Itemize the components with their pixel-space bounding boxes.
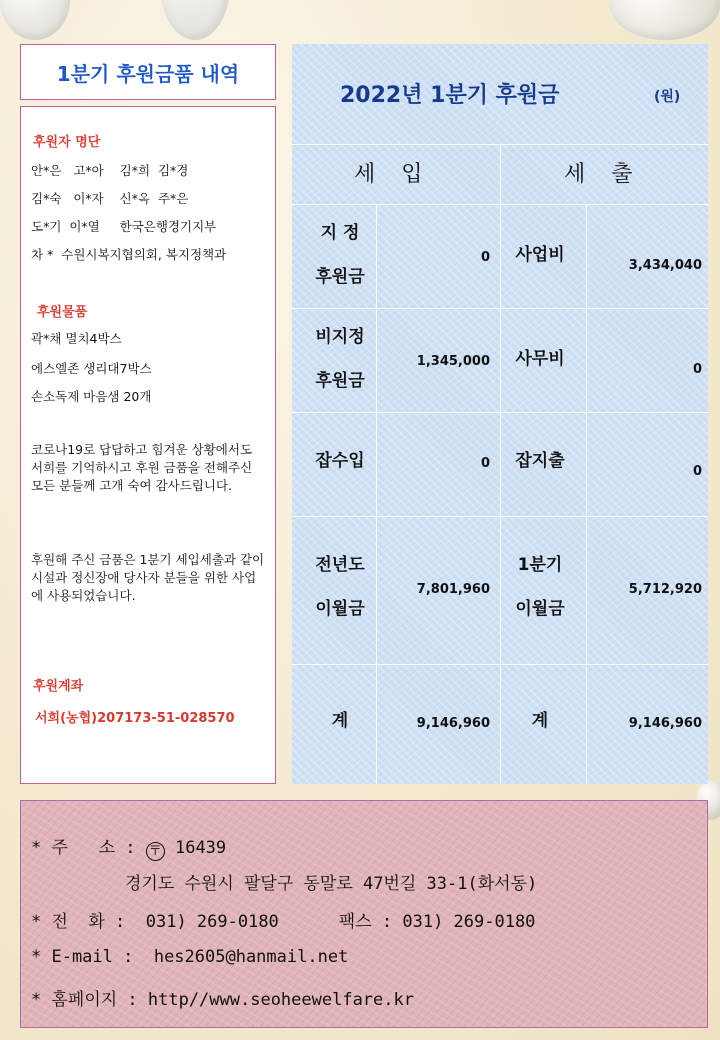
expense-header: 세출	[564, 162, 659, 187]
fax-number: 031) 269-0180	[402, 912, 536, 932]
income-label: 이월금	[315, 599, 365, 619]
income-value: 0	[480, 250, 490, 265]
contact-info-box	[20, 800, 708, 1028]
income-value: 0	[480, 456, 490, 471]
income-label: 전년도	[315, 555, 365, 575]
donation-list-title: 1분기 후원금품 내역	[20, 44, 276, 100]
homepage-label: * 홈페이지 :	[31, 990, 148, 1010]
account-heading: 후원계좌	[33, 679, 84, 694]
expense-label: 1분기	[517, 555, 563, 575]
phone-row	[31, 907, 535, 932]
donor-list-heading: 후원자 명단	[33, 135, 101, 150]
expense-label: 사무비	[515, 349, 565, 369]
table-title-area	[292, 44, 708, 144]
decorative-bubble	[160, 0, 230, 40]
homepage-row	[31, 985, 414, 1010]
income-header: 세입	[354, 162, 449, 187]
income-total-label: 계	[331, 711, 349, 731]
donor-line: 도*기 이*열 한국은행경기지부	[31, 219, 217, 234]
goods-line: 곽*채 멸치4박스	[31, 331, 122, 346]
fax-label: 팩스 :	[338, 912, 403, 932]
decorative-bubble	[610, 0, 720, 40]
donor-line: 안*은 고*아 김*희 김*경	[31, 163, 189, 178]
expense-value: 0	[692, 464, 702, 479]
address-row	[31, 833, 226, 861]
postal-mark-icon: 〒	[146, 842, 165, 861]
income-label: 잡수입	[315, 451, 365, 471]
phone-label: * 전 화 :	[31, 912, 146, 932]
decorative-bubble	[0, 0, 70, 40]
grid-line	[586, 204, 587, 784]
homepage-link[interactable]: http//www.seoheewelfare.kr	[147, 990, 414, 1010]
email-row	[31, 947, 348, 967]
postal-code: 16439	[164, 838, 227, 858]
expense-total-value: 9,146,960	[628, 716, 702, 731]
income-total-value: 9,146,960	[416, 716, 490, 731]
income-label: 후원금	[315, 267, 365, 287]
expense-label: 이월금	[515, 599, 565, 619]
expense-total-label: 계	[531, 711, 549, 731]
goods-line: 손소독제 마음샘 20개	[31, 389, 152, 404]
expense-label: 잡지출	[515, 451, 565, 471]
table-title: 2022년 1분기 후원금	[340, 83, 560, 108]
phone-number: 031) 269-0180	[145, 912, 279, 932]
income-label: 비지정	[315, 327, 365, 347]
income-label: 후원금	[315, 371, 365, 391]
thanks-message: 코로나19로 답답하고 힘겨운 상황에서도 서희를 기억하시고 후원 금품을 전해주신 모든 분들께 고개 숙여 감사드립니다.	[31, 442, 253, 493]
donor-line: 김*숙 이*자 신*옥 주*은	[31, 191, 189, 206]
address-line: 경기도 수원시 팔달구 동말로 47번길 33-1(화서동)	[125, 874, 538, 894]
expense-value: 5,712,920	[628, 582, 702, 597]
income-label: 지 정	[320, 223, 360, 243]
expense-label: 사업비	[515, 245, 565, 265]
donation-details-panel	[20, 106, 276, 784]
email-link[interactable]: hes2605@hanmail.net	[153, 947, 349, 967]
address-label: * 주 소 :	[31, 838, 146, 858]
email-label: * E-mail :	[31, 947, 154, 967]
quarterly-budget-table	[292, 44, 708, 784]
donor-line: 차 * 수원시복지협의회, 복지정책과	[31, 247, 227, 262]
usage-message: 후원해 주신 금품은 1분기 세입세출과 같이 시설과 정신장애 당사자 분들을 위한 사업에 사용되었습니다.	[31, 552, 265, 603]
goods-line: 에스엘존 생리대7박스	[31, 361, 152, 376]
income-value: 7,801,960	[416, 582, 490, 597]
income-value: 1,345,000	[416, 354, 490, 369]
currency-unit: (원)	[654, 89, 681, 105]
expense-value: 3,434,040	[628, 258, 702, 273]
goods-heading: 후원물품	[37, 305, 88, 320]
account-number: 서희(농협)207173-51-028570	[35, 711, 235, 726]
expense-value: 0	[692, 362, 702, 377]
